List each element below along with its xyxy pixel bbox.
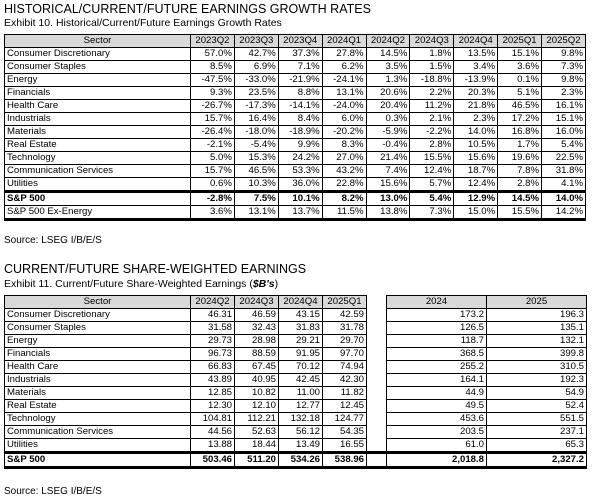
table-cell: 15.7% bbox=[191, 165, 235, 178]
table-cell: 22.5% bbox=[542, 152, 586, 165]
table-cell: 1.7% bbox=[498, 139, 542, 152]
table-cell: 96.73 bbox=[191, 348, 235, 361]
table-cell: 16.1% bbox=[542, 100, 586, 113]
source-note-1: Source: LSEG I/B/E/S bbox=[4, 235, 102, 246]
table-cell: 12.10 bbox=[235, 400, 279, 413]
table-cell: 29.21 bbox=[279, 335, 323, 348]
table-cell: -2.1% bbox=[191, 139, 235, 152]
table-cell: 11.00 bbox=[279, 387, 323, 400]
table-row bbox=[5, 322, 587, 335]
table-cell: 67.45 bbox=[235, 361, 279, 374]
growth-rates-table bbox=[4, 34, 586, 221]
table-cell: 14.0% bbox=[542, 192, 586, 206]
table-cell: 91.95 bbox=[279, 348, 323, 361]
column-header: 2025Q1 bbox=[498, 35, 542, 48]
table-row bbox=[5, 48, 586, 61]
table-cell: -24.0% bbox=[322, 100, 366, 113]
table-cell: -2.2% bbox=[410, 126, 454, 139]
table-row bbox=[5, 387, 587, 400]
table-cell: 20.3% bbox=[454, 87, 498, 100]
table-cell: 20.6% bbox=[366, 87, 410, 100]
column-header: 2024Q2 bbox=[366, 35, 410, 48]
table-cell: 15.3% bbox=[234, 152, 278, 165]
table-cell: -0.4% bbox=[366, 139, 410, 152]
spacer-cell bbox=[367, 335, 387, 348]
table-cell: 3.4% bbox=[454, 61, 498, 74]
table-cell: 310.5 bbox=[487, 361, 587, 374]
table-row bbox=[5, 100, 586, 113]
table-row bbox=[5, 413, 587, 426]
column-header: 2025Q2 bbox=[542, 35, 586, 48]
table-cell: 13.7% bbox=[278, 206, 322, 220]
table-cell: 29.73 bbox=[191, 335, 235, 348]
table-cell: 40.95 bbox=[235, 374, 279, 387]
table-cell: 10.5% bbox=[454, 139, 498, 152]
spacer-cell bbox=[367, 426, 387, 439]
table-cell: Health Care bbox=[5, 100, 191, 113]
table-cell: 12.45 bbox=[323, 400, 367, 413]
column-header: 2025 bbox=[487, 296, 587, 309]
table-cell: 112.21 bbox=[235, 413, 279, 426]
table-cell: 13.0% bbox=[366, 192, 410, 206]
spacer-cell bbox=[367, 361, 387, 374]
table-cell: 4.1% bbox=[542, 178, 586, 192]
table-cell: Materials bbox=[5, 387, 191, 400]
table-cell: 13.8% bbox=[366, 206, 410, 220]
table-row bbox=[5, 335, 587, 348]
table-cell: 7.1% bbox=[278, 61, 322, 74]
table-cell: 20.4% bbox=[366, 100, 410, 113]
table-cell: 7.5% bbox=[234, 192, 278, 206]
table-cell: 132.1 bbox=[487, 335, 587, 348]
table-row bbox=[5, 139, 586, 152]
table-cell: 3.6% bbox=[498, 61, 542, 74]
spacer-cell bbox=[367, 296, 387, 309]
table-row bbox=[5, 87, 586, 100]
table-cell: 8.8% bbox=[278, 87, 322, 100]
table-cell: 196.3 bbox=[487, 309, 587, 322]
spacer-cell bbox=[367, 309, 387, 322]
table-row bbox=[5, 309, 587, 322]
table-cell: 12.85 bbox=[191, 387, 235, 400]
table-cell: 9.8% bbox=[542, 48, 586, 61]
table-cell: 1.3% bbox=[366, 74, 410, 87]
table-cell: 16.8% bbox=[498, 126, 542, 139]
column-header: Sector bbox=[5, 296, 191, 309]
table-cell: Consumer Discretionary bbox=[5, 48, 191, 61]
table-cell: S&P 500 bbox=[5, 192, 191, 206]
column-header: 2023Q3 bbox=[234, 35, 278, 48]
spacer-cell bbox=[367, 374, 387, 387]
table-cell: 32.43 bbox=[235, 322, 279, 335]
spacer-cell bbox=[367, 322, 387, 335]
table-cell: 42.45 bbox=[279, 374, 323, 387]
table-cell: 46.31 bbox=[191, 309, 235, 322]
table-cell: 36.0% bbox=[278, 178, 322, 192]
spacer-cell bbox=[367, 387, 387, 400]
table-cell: 2.3% bbox=[542, 87, 586, 100]
table-cell: 118.7 bbox=[387, 335, 487, 348]
table-cell: -14.1% bbox=[278, 100, 322, 113]
exhibit11-caption: Exhibit 11. Current/Future Share-Weighted Earnings ($B's) bbox=[4, 278, 279, 290]
table-cell: S&P 500 bbox=[5, 453, 191, 468]
table-cell: 10.3% bbox=[234, 178, 278, 192]
table-cell: 49.5 bbox=[387, 400, 487, 413]
table-cell: 11.2% bbox=[410, 100, 454, 113]
table-cell: 368.5 bbox=[387, 348, 487, 361]
table-cell: 124.77 bbox=[323, 413, 367, 426]
table-cell: 126.5 bbox=[387, 322, 487, 335]
table-cell: 9.8% bbox=[542, 74, 586, 87]
table-cell: 6.0% bbox=[322, 113, 366, 126]
table-cell: 5.7% bbox=[410, 178, 454, 192]
table-cell: -17.3% bbox=[234, 100, 278, 113]
table-cell: 61.0 bbox=[387, 439, 487, 453]
table-cell: 17.2% bbox=[498, 113, 542, 126]
table-cell: 46.5% bbox=[234, 165, 278, 178]
table-cell: Communication Services bbox=[5, 426, 191, 439]
table-cell: 65.3 bbox=[487, 439, 587, 453]
table-cell: 44.9 bbox=[387, 387, 487, 400]
table-cell: 27.0% bbox=[322, 152, 366, 165]
table-cell: 29.70 bbox=[323, 335, 367, 348]
table-cell: 9.3% bbox=[191, 87, 235, 100]
table-cell: Real Estate bbox=[5, 139, 191, 152]
table-cell: 42.30 bbox=[323, 374, 367, 387]
table-cell: 8.4% bbox=[278, 113, 322, 126]
table-cell: Real Estate bbox=[5, 400, 191, 413]
spacer-cell bbox=[367, 453, 387, 468]
table-row bbox=[5, 453, 587, 468]
table-cell: 15.1% bbox=[542, 113, 586, 126]
table-cell: Consumer Staples bbox=[5, 61, 191, 74]
table-cell: 54.35 bbox=[323, 426, 367, 439]
spacer-cell bbox=[367, 348, 387, 361]
table-cell: 27.8% bbox=[322, 48, 366, 61]
table-cell: 15.0% bbox=[454, 206, 498, 220]
column-header: 2024Q4 bbox=[279, 296, 323, 309]
table-cell: 13.1% bbox=[234, 206, 278, 220]
table-cell: 8.5% bbox=[191, 61, 235, 74]
table-cell: 2,018.8 bbox=[387, 453, 487, 468]
table-cell: Consumer Discretionary bbox=[5, 309, 191, 322]
table-cell: 15.6% bbox=[366, 178, 410, 192]
table-cell: Utilities bbox=[5, 178, 191, 192]
table-cell: 503.46 bbox=[191, 453, 235, 468]
table-cell: 42.59 bbox=[323, 309, 367, 322]
table-cell: 164.1 bbox=[387, 374, 487, 387]
table-cell: Technology bbox=[5, 413, 191, 426]
source-note-2: Source: LSEG I/B/E/S bbox=[4, 486, 102, 497]
table-cell: 43.15 bbox=[279, 309, 323, 322]
table-cell: 399.8 bbox=[487, 348, 587, 361]
table-cell: 173.2 bbox=[387, 309, 487, 322]
column-header: Sector bbox=[5, 35, 191, 48]
table-cell: 14.2% bbox=[542, 206, 586, 220]
table-cell: 8.2% bbox=[322, 192, 366, 206]
table-cell: 31.8% bbox=[542, 165, 586, 178]
table-cell: 5.4% bbox=[542, 139, 586, 152]
table-cell: 11.82 bbox=[323, 387, 367, 400]
table-cell: 203.5 bbox=[387, 426, 487, 439]
table-cell: 15.6% bbox=[454, 152, 498, 165]
table-cell: -21.9% bbox=[278, 74, 322, 87]
spacer-cell bbox=[367, 400, 387, 413]
table-cell: 52.63 bbox=[235, 426, 279, 439]
table-row bbox=[5, 192, 586, 206]
section2-title: CURRENT/FUTURE SHARE-WEIGHTED EARNINGS bbox=[4, 262, 307, 276]
table-cell: 2.3% bbox=[454, 113, 498, 126]
table-cell: 31.83 bbox=[279, 322, 323, 335]
table-cell: 74.94 bbox=[323, 361, 367, 374]
table-cell: 10.1% bbox=[278, 192, 322, 206]
table-cell: 453.6 bbox=[387, 413, 487, 426]
column-header: 2024Q2 bbox=[191, 296, 235, 309]
table-cell: 237.1 bbox=[487, 426, 587, 439]
table-cell: 15.1% bbox=[498, 48, 542, 61]
table-row bbox=[5, 113, 586, 126]
table-row bbox=[5, 206, 586, 220]
table-cell: 12.30 bbox=[191, 400, 235, 413]
table-cell: 1.5% bbox=[410, 61, 454, 74]
table-cell: Materials bbox=[5, 126, 191, 139]
table-cell: 15.5% bbox=[410, 152, 454, 165]
table-cell: 43.89 bbox=[191, 374, 235, 387]
table-cell: Consumer Staples bbox=[5, 322, 191, 335]
table-cell: 255.2 bbox=[387, 361, 487, 374]
table-cell: 10.82 bbox=[235, 387, 279, 400]
table-cell: 0.1% bbox=[498, 74, 542, 87]
table-cell: 21.4% bbox=[366, 152, 410, 165]
table-cell: 28.98 bbox=[235, 335, 279, 348]
table-cell: 104.81 bbox=[191, 413, 235, 426]
table-cell: Communication Services bbox=[5, 165, 191, 178]
table-cell: 24.2% bbox=[278, 152, 322, 165]
table-cell: 1.8% bbox=[410, 48, 454, 61]
table-cell: 2.2% bbox=[410, 87, 454, 100]
table-cell: -24.1% bbox=[322, 74, 366, 87]
table-cell: 21.8% bbox=[454, 100, 498, 113]
table-cell: 12.9% bbox=[454, 192, 498, 206]
table-cell: Industrials bbox=[5, 374, 191, 387]
table-cell: 192.3 bbox=[487, 374, 587, 387]
table-cell: -13.9% bbox=[454, 74, 498, 87]
table-cell: 6.9% bbox=[234, 61, 278, 74]
table-cell: 14.5% bbox=[366, 48, 410, 61]
table-cell: -26.4% bbox=[191, 126, 235, 139]
table-cell: 7.4% bbox=[366, 165, 410, 178]
table-cell: 31.78 bbox=[323, 322, 367, 335]
table-cell: Energy bbox=[5, 335, 191, 348]
spacer-cell bbox=[367, 413, 387, 426]
column-header: 2025Q1 bbox=[323, 296, 367, 309]
table-header-row bbox=[5, 296, 587, 309]
table-row bbox=[5, 178, 586, 192]
table-cell: 16.4% bbox=[234, 113, 278, 126]
table-row bbox=[5, 400, 587, 413]
table-cell: 22.8% bbox=[322, 178, 366, 192]
table-cell: 15.5% bbox=[498, 206, 542, 220]
table-cell: 135.1 bbox=[487, 322, 587, 335]
table-cell: 16.55 bbox=[323, 439, 367, 453]
table-cell: -2.8% bbox=[191, 192, 235, 206]
column-header: 2023Q2 bbox=[191, 35, 235, 48]
table-cell: Financials bbox=[5, 348, 191, 361]
table-cell: Health Care bbox=[5, 361, 191, 374]
table-row bbox=[5, 61, 586, 74]
table-cell: 46.59 bbox=[235, 309, 279, 322]
table-cell: 88.59 bbox=[235, 348, 279, 361]
table-cell: 42.7% bbox=[234, 48, 278, 61]
table-cell: 97.70 bbox=[323, 348, 367, 361]
table-cell: 14.5% bbox=[498, 192, 542, 206]
table-cell: 0.6% bbox=[191, 178, 235, 192]
table-cell: 23.5% bbox=[234, 87, 278, 100]
table-cell: -18.9% bbox=[278, 126, 322, 139]
table-cell: 31.58 bbox=[191, 322, 235, 335]
table-row bbox=[5, 348, 587, 361]
section1-title: HISTORICAL/CURRENT/FUTURE EARNINGS GROWTH RATES bbox=[4, 2, 371, 16]
table-cell: 132.18 bbox=[279, 413, 323, 426]
table-cell: 2.8% bbox=[410, 139, 454, 152]
table-cell: -5.9% bbox=[366, 126, 410, 139]
table-cell: Energy bbox=[5, 74, 191, 87]
table-cell: 5.1% bbox=[498, 87, 542, 100]
column-header: 2024Q3 bbox=[410, 35, 454, 48]
table-cell: 70.12 bbox=[279, 361, 323, 374]
table-cell: 13.88 bbox=[191, 439, 235, 453]
share-weighted-earnings-table bbox=[4, 295, 587, 469]
table-cell: 538.96 bbox=[323, 453, 367, 468]
column-header: 2024Q4 bbox=[454, 35, 498, 48]
table-cell: S&P 500 Ex-Energy bbox=[5, 206, 191, 220]
table-cell: 12.4% bbox=[454, 178, 498, 192]
table-cell: -5.4% bbox=[234, 139, 278, 152]
table-cell: 15.7% bbox=[191, 113, 235, 126]
table-cell: 54.9 bbox=[487, 387, 587, 400]
table-cell: 18.7% bbox=[454, 165, 498, 178]
table-row bbox=[5, 361, 587, 374]
table-cell: -18.0% bbox=[234, 126, 278, 139]
table-cell: 0.3% bbox=[366, 113, 410, 126]
table-cell: Financials bbox=[5, 87, 191, 100]
table-cell: 3.6% bbox=[191, 206, 235, 220]
table-row bbox=[5, 74, 586, 87]
table-cell: 19.6% bbox=[498, 152, 542, 165]
table-cell: 2.8% bbox=[498, 178, 542, 192]
table-cell: 2,327.2 bbox=[487, 453, 587, 468]
table-cell: 7.3% bbox=[542, 61, 586, 74]
table-cell: 11.5% bbox=[322, 206, 366, 220]
column-header: 2023Q4 bbox=[278, 35, 322, 48]
table-cell: -47.5% bbox=[191, 74, 235, 87]
table-cell: 44.56 bbox=[191, 426, 235, 439]
table-cell: 5.4% bbox=[410, 192, 454, 206]
table-cell: -18.8% bbox=[410, 74, 454, 87]
table-row bbox=[5, 165, 586, 178]
table-row bbox=[5, 439, 587, 453]
table-cell: 12.4% bbox=[410, 165, 454, 178]
column-header: 2024Q1 bbox=[322, 35, 366, 48]
table-cell: 551.5 bbox=[487, 413, 587, 426]
table-header-row bbox=[5, 35, 586, 48]
table-cell: 37.3% bbox=[278, 48, 322, 61]
table-cell: 18.44 bbox=[235, 439, 279, 453]
table-row bbox=[5, 126, 586, 139]
table-cell: Technology bbox=[5, 152, 191, 165]
table-cell: -20.2% bbox=[322, 126, 366, 139]
table-cell: 46.5% bbox=[498, 100, 542, 113]
table-row bbox=[5, 426, 587, 439]
table-cell: 53.3% bbox=[278, 165, 322, 178]
table-cell: 9.9% bbox=[278, 139, 322, 152]
table-cell: 7.3% bbox=[410, 206, 454, 220]
column-header: 2024Q3 bbox=[235, 296, 279, 309]
table-cell: 5.0% bbox=[191, 152, 235, 165]
table-row bbox=[5, 152, 586, 165]
exhibit10-caption: Exhibit 10. Historical/Current/Future Earnings Growth Rates bbox=[4, 17, 282, 29]
spacer-cell bbox=[367, 439, 387, 453]
table-cell: -26.7% bbox=[191, 100, 235, 113]
table-row bbox=[5, 374, 587, 387]
table-cell: 8.3% bbox=[322, 139, 366, 152]
table-cell: 14.0% bbox=[454, 126, 498, 139]
table-cell: 13.1% bbox=[322, 87, 366, 100]
table-cell: 57.0% bbox=[191, 48, 235, 61]
table-cell: 52.4 bbox=[487, 400, 587, 413]
table-cell: 511.20 bbox=[235, 453, 279, 468]
table-cell: Industrials bbox=[5, 113, 191, 126]
table-cell: 16.0% bbox=[542, 126, 586, 139]
table-cell: 3.5% bbox=[366, 61, 410, 74]
table-cell: 43.2% bbox=[322, 165, 366, 178]
table-cell: 56.12 bbox=[279, 426, 323, 439]
column-header: 2024 bbox=[387, 296, 487, 309]
table-cell: 2.1% bbox=[410, 113, 454, 126]
table-cell: 12.77 bbox=[279, 400, 323, 413]
table-cell: 7.8% bbox=[498, 165, 542, 178]
table-cell: 13.5% bbox=[454, 48, 498, 61]
table-cell: Utilities bbox=[5, 439, 191, 453]
table-cell: 6.2% bbox=[322, 61, 366, 74]
table-cell: 13.49 bbox=[279, 439, 323, 453]
table-cell: 66.83 bbox=[191, 361, 235, 374]
table-cell: 534.26 bbox=[279, 453, 323, 468]
table-cell: -33.0% bbox=[234, 74, 278, 87]
